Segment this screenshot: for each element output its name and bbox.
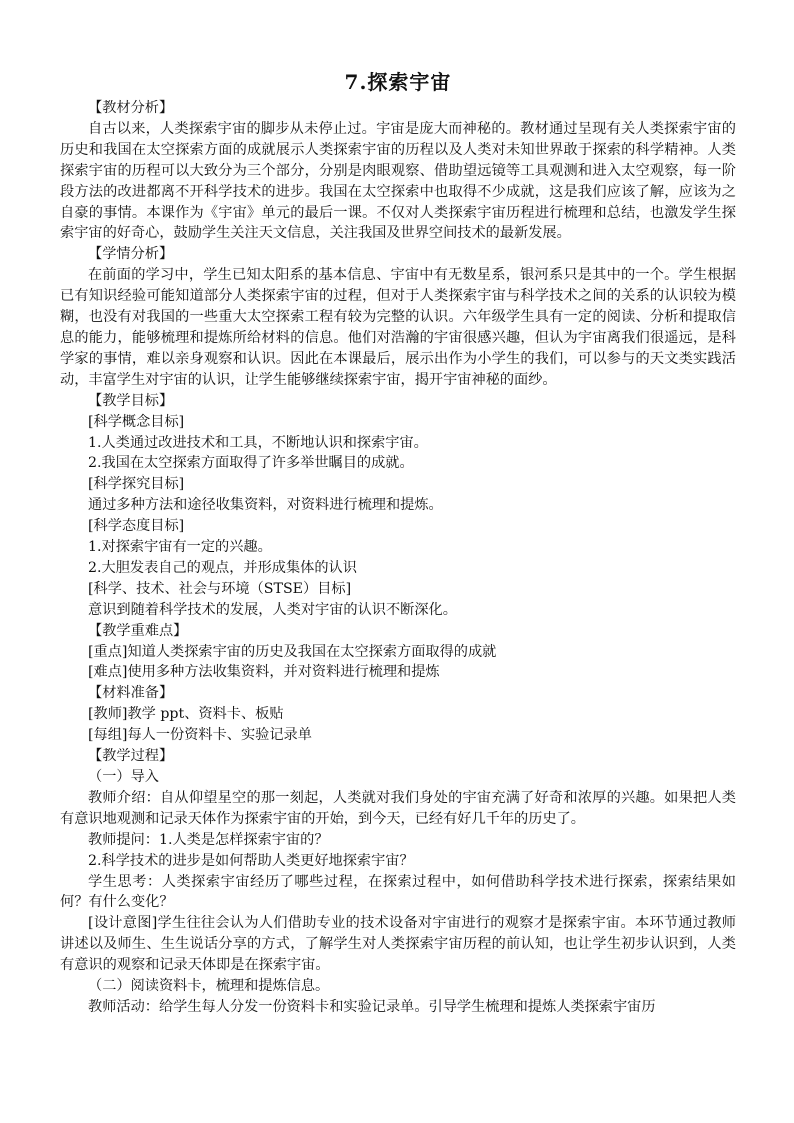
paragraph-materials-analysis: 自古以来，人类探索宇宙的脚步从未停止过。宇宙是庞大而神秘的。教材通过呈现有关人类探索宇宙的历史和我国在太空探索方面的成就展示人类探索宇宙的历程以及人类对未知世界敢于探索的科学精神。人类探索宇宙的历程可以大致分为三个部分，分别是肉眼观察、借助望远镜等工具观测和进入太空观察，每一阶段方法的改进都离不开科学技术的进步。我国在太空探索中也取得不少成就，这是我们应该了解，应该为之自豪的事情。本课作为《宇宙》单元的最后一课。不仅对人类探索宇宙历程进行梳理和总结，也激发学生探索宇宙的好奇心，鼓励学生关注天文信息，关注我国及世界空间技术的最新发展。 — [60, 120, 736, 242]
paragraph-student-analysis: 在前面的学习中，学生已知太阳系的基本信息、宇宙中有无数星系，银河系只是其中的一个。学生根据已有知识经验可能知道部分人类探索宇宙的过程，但对于人类探索宇宙与科学技术之间的关系的认识较为模糊，也没有对我国的一些重大太空探索工程有较为完整的认识。六年级学生具有一定的阅读、分析和提取信息的能力，能够梳理和提炼所给材料的信息。他们对浩瀚的宇宙很感兴趣，但认为宇宙离我们很遥远，是科学家的事情，难以亲身观察和认识。因此在本课最后，展示出作为小学生的我们，可以参与的天文类实践活动，丰富学生对宇宙的认识，让学生能够继续探索宇宙，揭开宇宙神秘的面纱。 — [60, 267, 736, 388]
process-design-intent: [设计意图]学生往往会认为人们借助专业的技术设备对宇宙进行的观察才是探索宇宙。本环节通过教师讲述以及师生、生生说话分享的方式，了解学生对人类探索宇宙历程的前认知，也让学生初步认识到，人类有意识的观察和记录天体即是在探索宇宙。 — [60, 915, 736, 974]
attitude-objective-item-2: 2.大胆发表自己的观点，并形成集体的认识 — [88, 559, 357, 576]
attitude-objective-heading: [科学态度目标] — [88, 518, 185, 535]
process-student-think: 学生思考：人类探索宇宙经历了哪些过程，在探索过程中，如何借助科学技术进行探索，探索结果如何？有什么变化？ — [60, 873, 736, 911]
process-part2-heading: （二）阅读资料卡，梳理和提炼信息。 — [88, 978, 330, 995]
document-page — [60, 68, 736, 1018]
concept-objective-heading: [科学概念目标] — [88, 413, 185, 430]
document-title: 7.探索宇宙 — [344, 70, 452, 94]
section-heading-student-analysis: 【学情分析】 — [88, 246, 174, 263]
stse-objective-heading: [科学、技术、社会与环境（STSE）目标] — [88, 580, 352, 597]
process-teacher-activity: 教师活动：给学生每人分发一份资料卡和实验记录单。引导学生梳理和提炼人类探索宇宙历 — [88, 998, 656, 1015]
process-question-2: 2.科学技术的进步是如何帮助人类更好地探索宇宙？ — [88, 852, 414, 869]
concept-objective-item-2: 2.我国在太空探索方面取得了许多举世瞩目的成就。 — [88, 455, 414, 472]
difficult-point: [难点]使用多种方法收集资料，并对资料进行梳理和提炼 — [88, 664, 440, 681]
section-heading-key-points: 【教学重难点】 — [88, 622, 188, 639]
materials-group: [每组]每人一份资料卡、实验记录单 — [88, 727, 312, 744]
inquiry-objective-text: 通过多种方法和途径收集资料，对资料进行梳理和提炼。 — [88, 497, 443, 514]
inquiry-objective-heading: [科学探究目标] — [88, 476, 185, 493]
section-heading-objectives: 【教学目标】 — [88, 392, 174, 409]
attitude-objective-item-1: 1.对探索宇宙有一定的兴趣。 — [88, 539, 272, 556]
process-part1-heading: （一）导入 — [88, 769, 159, 785]
section-heading-materials-analysis: 【教材分析】 — [88, 100, 174, 116]
process-teacher-question: 教师提问：1.人类是怎样探索宇宙的？ — [88, 831, 329, 848]
section-heading-process: 【教学过程】 — [88, 748, 174, 765]
stse-objective-text: 意识到随着科学技术的发展，人类对宇宙的认识不断深化。 — [88, 601, 457, 618]
concept-objective-item-1: 1.人类通过改进技术和工具，不断地认识和探索宇宙。 — [88, 434, 428, 451]
section-heading-materials: 【材料准备】 — [88, 685, 174, 702]
materials-teacher: [教师]教学 ppt、资料卡、板贴 — [88, 706, 284, 723]
process-teacher-intro: 教师介绍：自从仰望星空的那一刻起，人类就对我们身处的宇宙充满了好奇和浓厚的兴趣。如果把人类有意识地观测和记录天体作为探索宇宙的开始，到今天，已经有好几千年的历史了。 — [60, 789, 736, 827]
key-point: [重点]知道人类探索宇宙的历史及我国在太空探索方面取得的成就 — [88, 643, 497, 660]
